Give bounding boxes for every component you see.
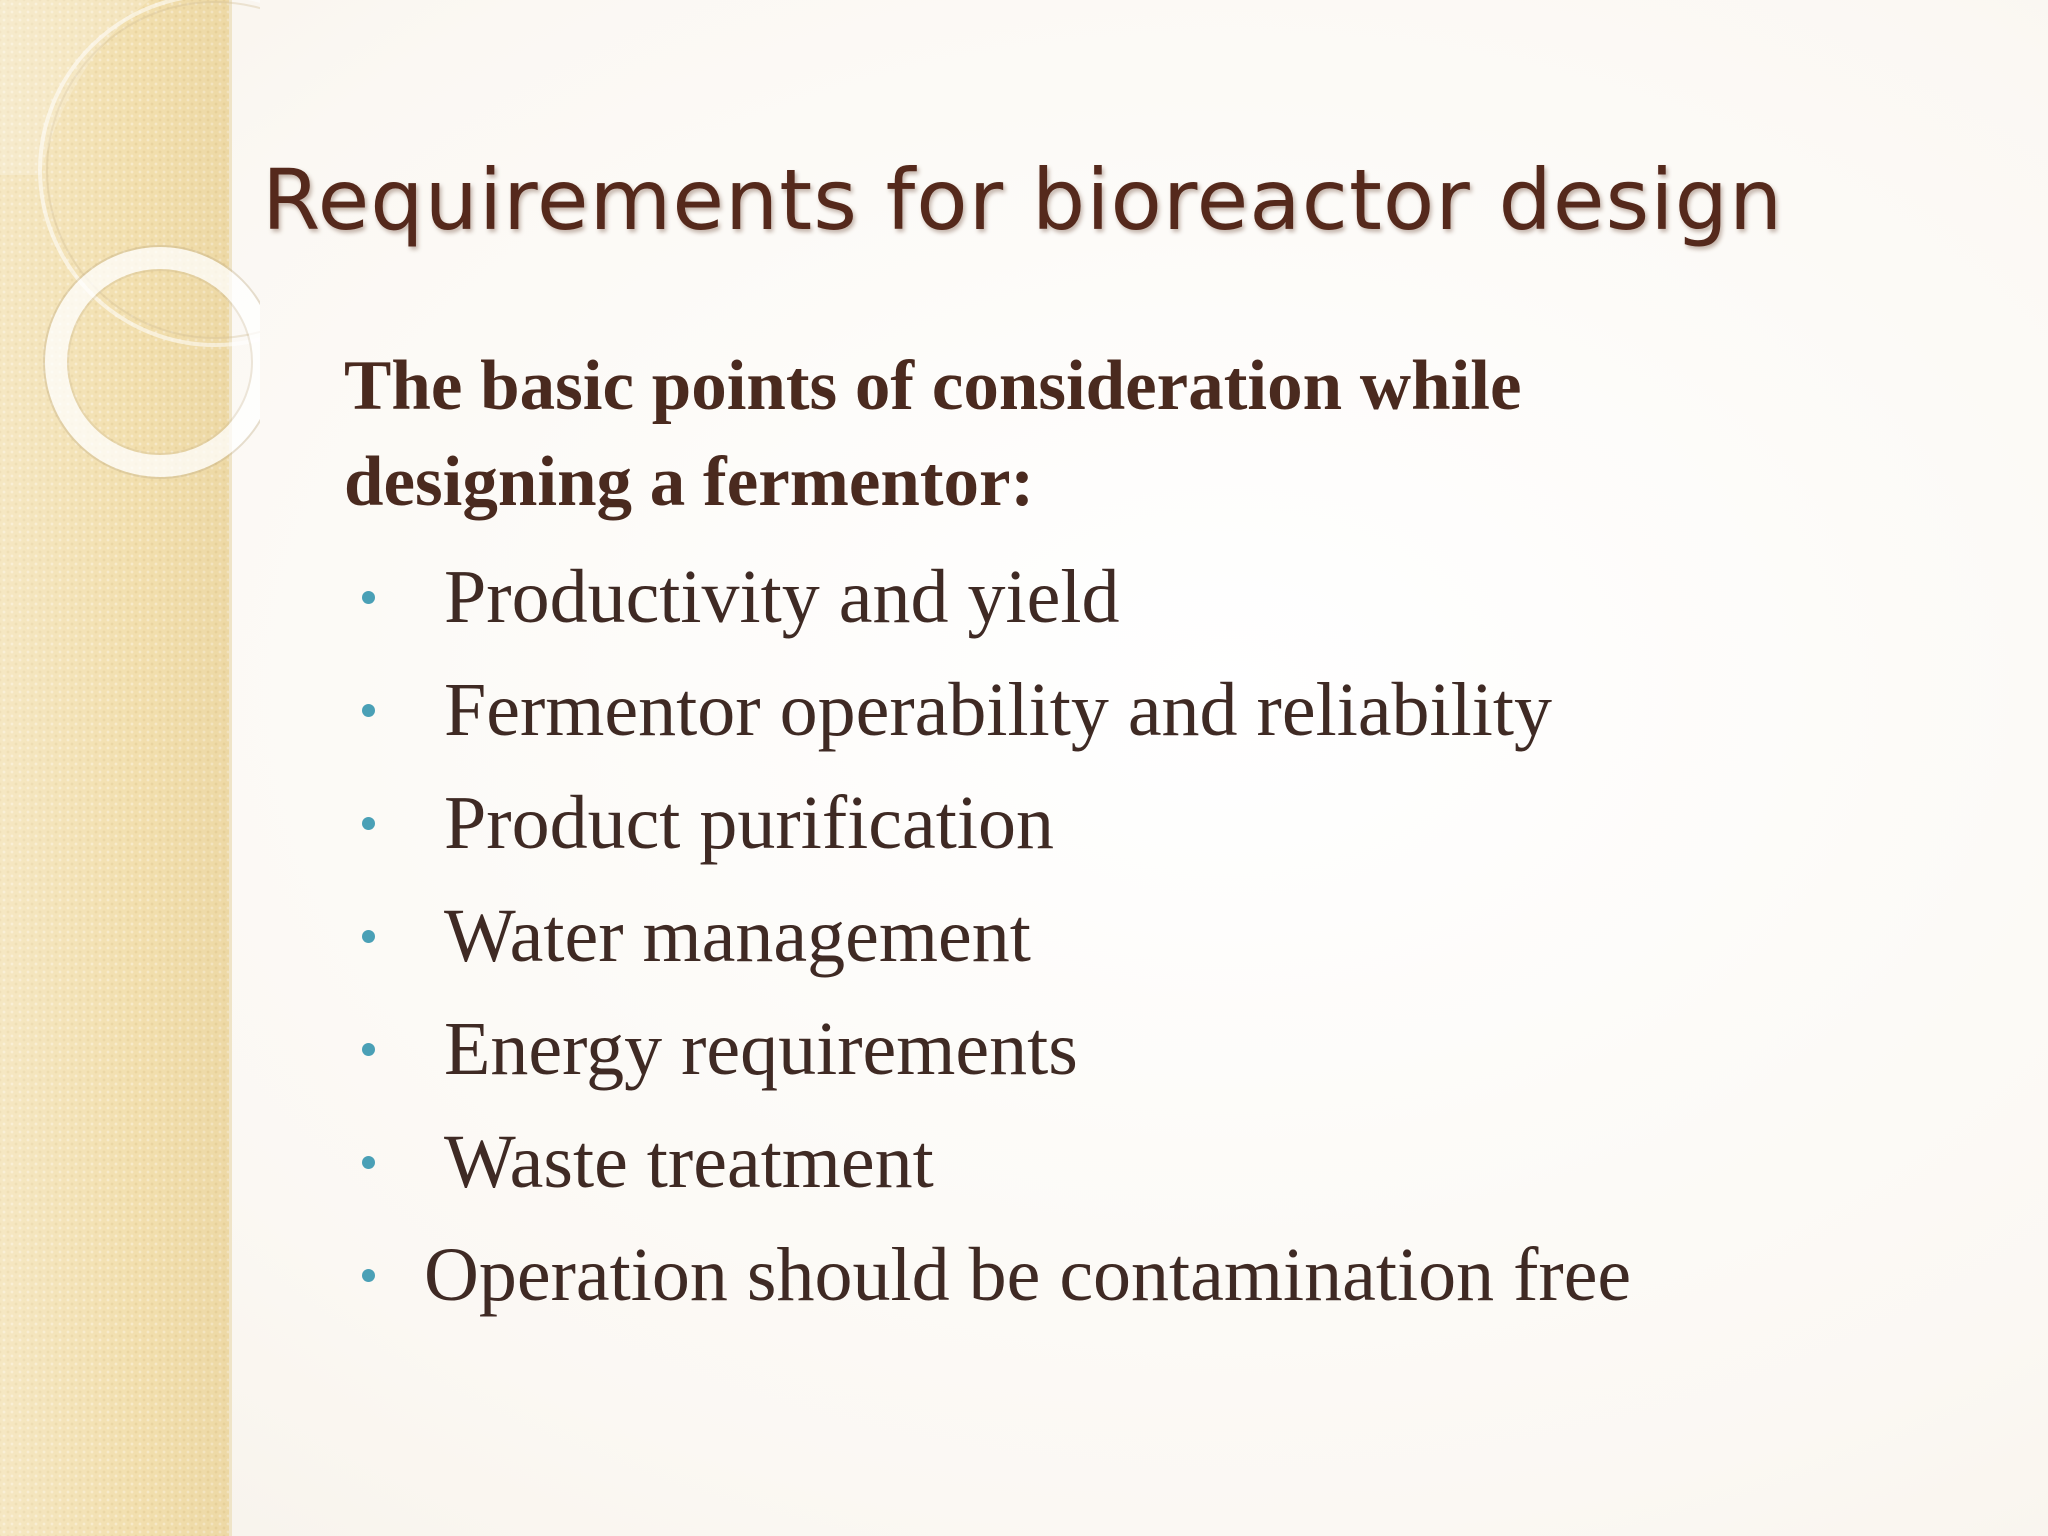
bullet-dot-icon xyxy=(362,1043,375,1056)
list-item-text: Productivity and yield xyxy=(444,555,1120,639)
slide-title: Requirements for bioreactor design xyxy=(262,151,1784,249)
list-item xyxy=(0,1112,2000,1212)
list-item-text: Product purification xyxy=(444,781,1054,865)
list-item xyxy=(0,773,2000,873)
list-item xyxy=(0,660,2000,760)
intro-text: The basic points of consideration while designing a fermentor: xyxy=(344,347,1522,521)
list-item xyxy=(0,999,2000,1099)
list-item-text: Fermentor operability and reliability xyxy=(444,668,1553,752)
list-item-text: Waste treatment xyxy=(444,1120,934,1204)
list-item-text: Energy requirements xyxy=(444,1007,1078,1091)
list-item-text: Water management xyxy=(444,894,1031,978)
bullet-dot-icon xyxy=(362,1156,375,1169)
list-item xyxy=(0,886,2000,986)
bullet-dot-icon xyxy=(362,930,375,943)
bullet-dot-icon xyxy=(362,1269,375,1282)
bullet-dot-icon xyxy=(362,704,375,717)
list-item xyxy=(0,547,2000,647)
list-item-text: Operation should be contamination free xyxy=(424,1233,1632,1317)
bullet-dot-icon xyxy=(362,817,375,830)
bullet-dot-icon xyxy=(362,591,375,604)
list-item xyxy=(0,1225,2000,1325)
